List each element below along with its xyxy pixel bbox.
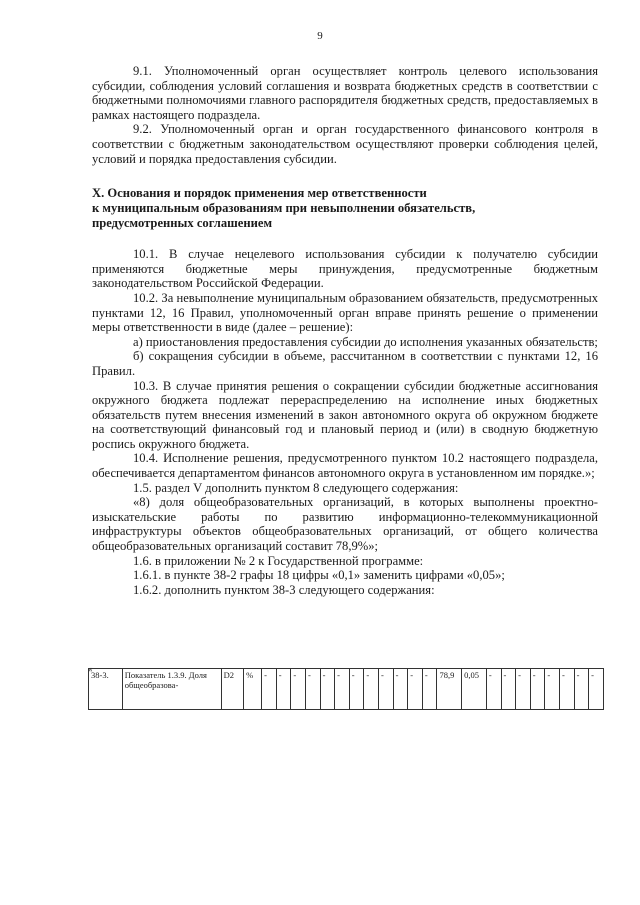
dash-cell: - xyxy=(486,669,501,710)
paragraph-10-4: 10.4. Исполнение решения, предусмотренного пунктом 10.2 настоящего подраздела, обеспечивается департаментом финансов автономного округа в установленном им порядке.»; xyxy=(92,451,598,481)
dash-cell: - xyxy=(393,669,408,710)
dash-cell: - xyxy=(530,669,545,710)
unit-cell: % xyxy=(244,669,262,710)
document-body xyxy=(92,64,598,597)
section-heading-line-2: к муниципальным образованиям при невыполнении обязательств, xyxy=(92,201,476,216)
dash-cell: - xyxy=(349,669,364,710)
paragraph-1-5: 1.5. раздел V дополнить пунктом 8 следующего содержания: xyxy=(133,480,459,495)
dash-cell: - xyxy=(545,669,560,710)
dash-cell: - xyxy=(516,669,531,710)
dash-cell: - xyxy=(408,669,423,710)
dash-cell: - xyxy=(559,669,574,710)
dash-cell: - xyxy=(589,669,604,710)
indicator-table xyxy=(88,668,604,710)
row-number: 38-3. xyxy=(89,669,123,710)
paragraph-9-1: 9.1. Уполномоченный орган осуществляет контроль целевого использования субсидии, соблюдения условий соглашения и возврата бюджетных средств в соответствии с бюджетными полномочиями главного распорядителя бюджетных средств, предоставляемых в рамках настоящего подраздела. xyxy=(92,64,598,122)
dash-cell: - xyxy=(574,669,589,710)
dash-cell: - xyxy=(379,669,394,710)
paragraph-10-3: 10.3. В случае принятия решения о сокращении субсидии бюджетные ассигнования окружного бюджета подлежат перераспределению на исполнение иных бюджетных обязательств путем внесения изменений в закон автономного округа об окружном бюджете на соответствующий финансовый год и плановый период и (или) в сводную бюджетную роспись окружного бюджета. xyxy=(92,378,598,451)
dash-cell: - xyxy=(422,669,437,710)
paragraph-10-2: 10.2. За невыполнение муниципальным образованием обязательств, предусмотренных пунктами 12, 16 Правил, уполномоченный орган вправе принять решение о применении меры ответственности в виде (далее – решение): xyxy=(92,290,598,335)
section-heading-line-3: предусмотренных соглашением xyxy=(92,216,273,231)
paragraph-a: а) приостановления предоставления субсидии до исполнения указанных обязательств; xyxy=(133,334,598,349)
paragraph-9-2: 9.2. Уполномоченный орган и орган государственного финансового контроля в соответствии с бюджетным законодательством осуществляют проверки соблюдения целей, условий и порядка предоставления субсидии. xyxy=(92,122,598,166)
opening-quote: « xyxy=(88,664,93,674)
paragraph-1-6-1: 1.6.1. в пункте 38-2 графы 18 цифры «0,1» заменить цифрами «0,05»; xyxy=(133,568,505,583)
dash-cell: - xyxy=(501,669,516,710)
section-heading xyxy=(92,186,598,231)
value-78-9: 78,9 xyxy=(437,669,462,710)
value-0-05: 0,05 xyxy=(462,669,487,710)
dash-cell: - xyxy=(276,669,291,710)
section-heading-line-1: X. Основания и порядок применения мер ответственности xyxy=(92,186,427,201)
code-cell: D2 xyxy=(221,669,243,710)
indicator-name: Показатель 1.3.9. Доля общеобразова- xyxy=(122,669,221,710)
dash-cell: - xyxy=(364,669,379,710)
dash-cell: - xyxy=(305,669,320,710)
table-row xyxy=(89,669,604,710)
page-number: 9 xyxy=(317,30,323,42)
paragraph-1-6: 1.6. в приложении № 2 к Государственной программе: xyxy=(133,553,424,568)
dash-cell: - xyxy=(320,669,335,710)
paragraph-10-1: 10.1. В случае нецелевого использования субсидии к получателю субсидии применяются бюджетные меры принуждения, предусмотренные бюджетным законодательством Российской Федерации. xyxy=(92,247,598,291)
dash-cell: - xyxy=(262,669,277,710)
paragraph-8: «8) доля общеобразовательных организаций, в которых выполнены проектно-изыскательские работы по развитию информационно-телекоммуникационной инфраструктуры объектов общеобразовательных организаций, от общего количества общеобразовательных организаций составит 78,9%»; xyxy=(92,495,598,554)
dash-cell: - xyxy=(335,669,350,710)
paragraph-b: б) сокращения субсидии в объеме, рассчитанном в соответствии с пунктами 12, 16 Правил. xyxy=(92,349,598,378)
dash-cell: - xyxy=(291,669,306,710)
paragraph-1-6-2: 1.6.2. дополнить пунктом 38-3 следующего содержания: xyxy=(133,582,435,597)
